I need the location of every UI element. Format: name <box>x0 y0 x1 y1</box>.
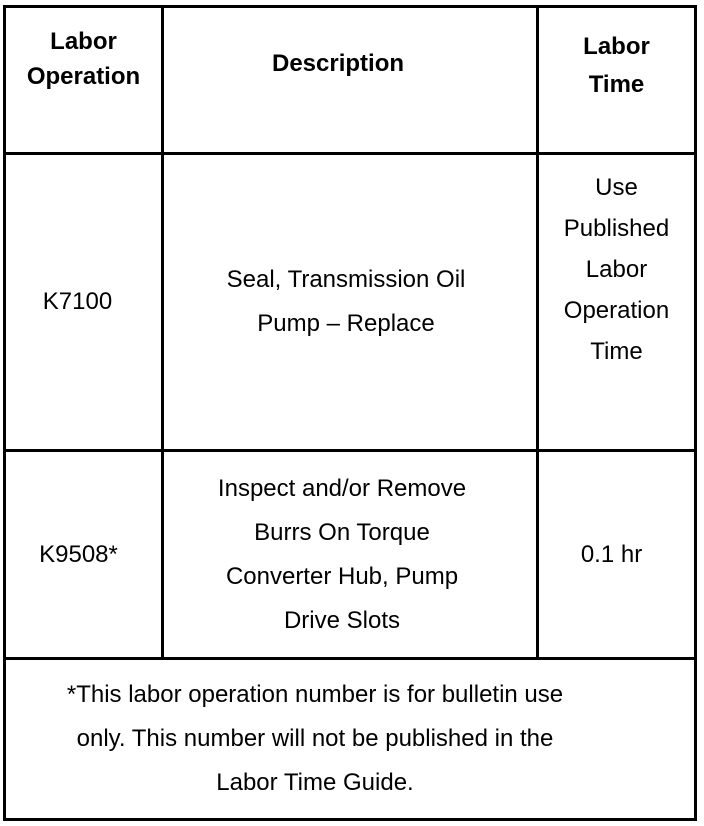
labor-operation-table <box>3 5 697 821</box>
row-2-description: Inspect and/or Remove Burrs On Torque Converter Hub, Pump Drive Slots <box>217 474 467 634</box>
row-1-labor-operation: K7100 <box>42 288 113 315</box>
row-2-labor-time: 0.1 hr <box>580 540 643 568</box>
row-1-description: Seal, Transmission Oil Pump – Replace <box>226 266 466 337</box>
header-labor-operation: Labor Operation <box>26 28 141 90</box>
row-2-labor-operation: K9508* <box>39 540 118 568</box>
header-description: Description <box>271 50 405 77</box>
header-labor-time: Labor Time <box>583 33 650 98</box>
row-1-labor-time: Use Published Labor Operation Time <box>563 174 670 365</box>
table-footnote: *This labor operation number is for bulletin use only. This number will not be published in the Labor Time Guide. <box>66 681 564 796</box>
